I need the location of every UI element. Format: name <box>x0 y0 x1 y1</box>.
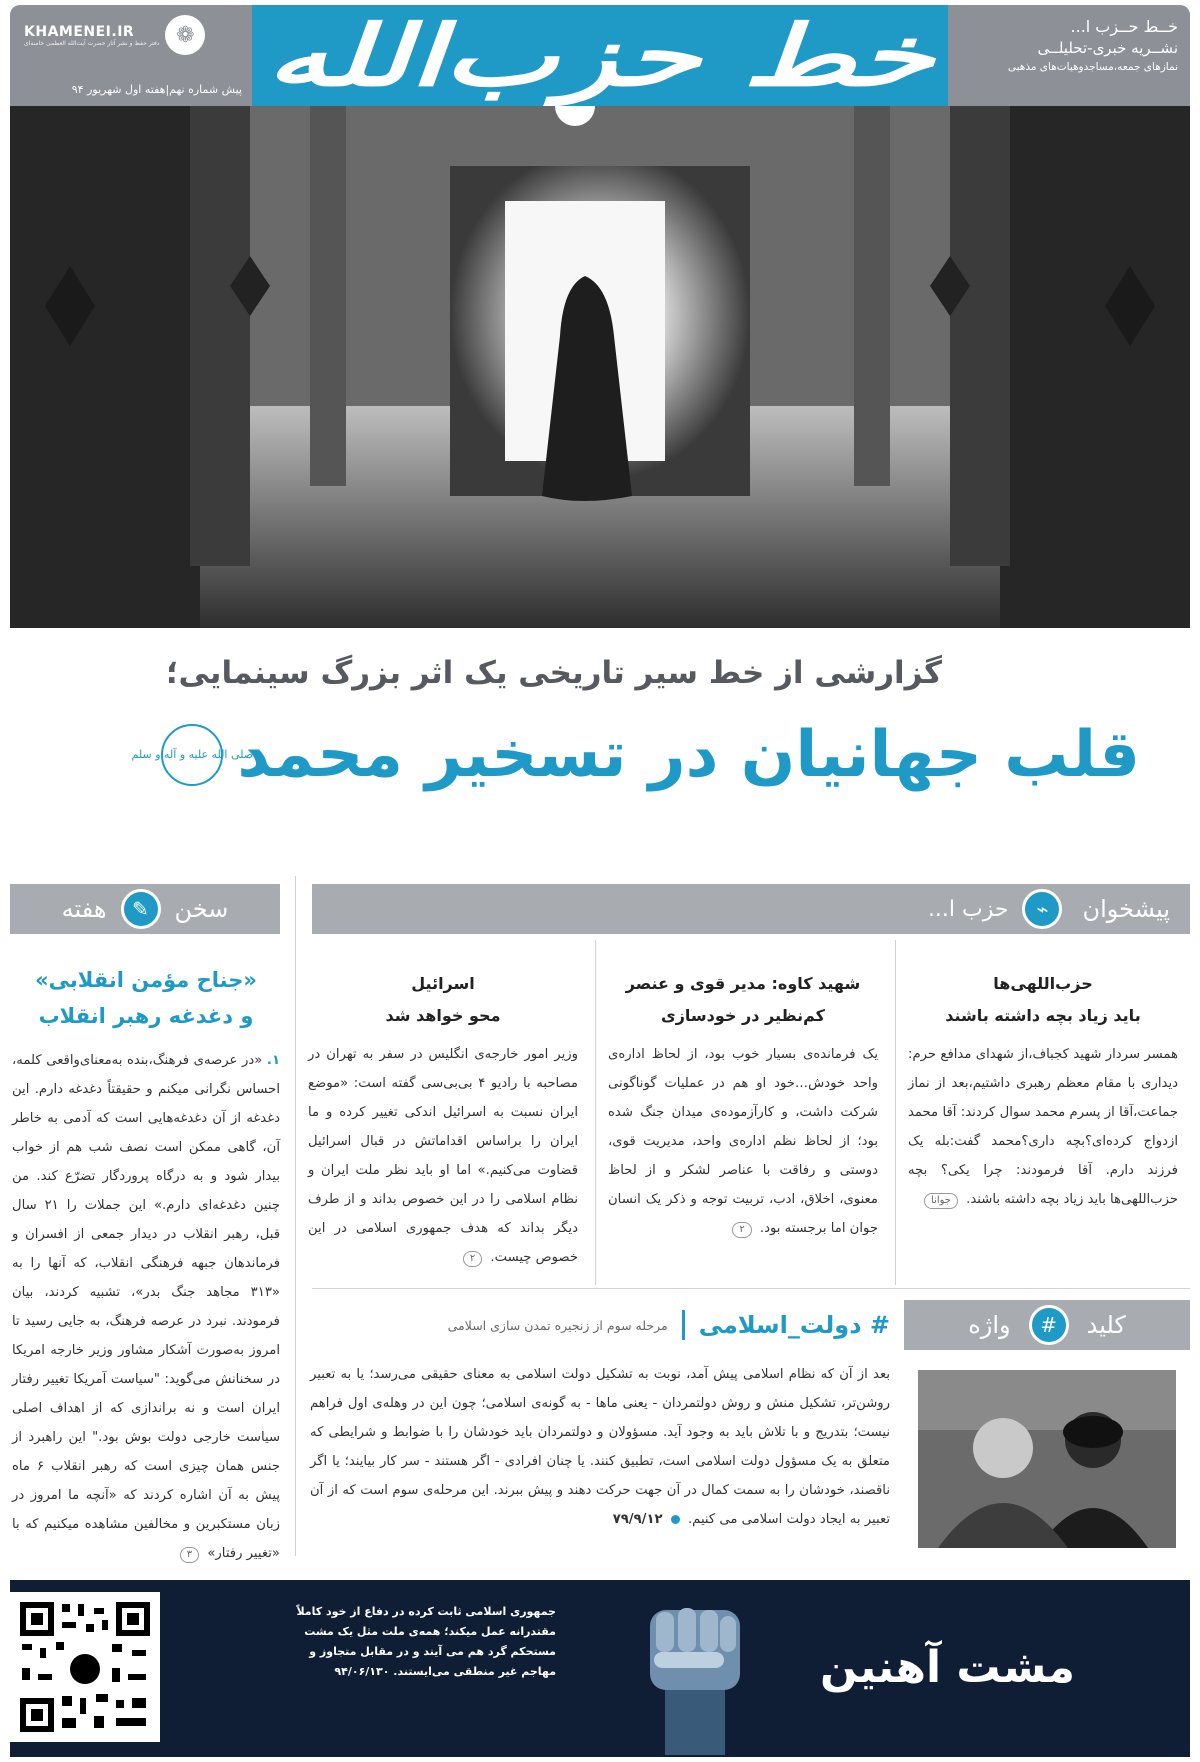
masthead-title-panel <box>252 5 948 106</box>
keyword-subtitle: مرحله سوم از زنجیره تمدن سازی اسلامی <box>447 1317 668 1333</box>
divider <box>595 940 596 1285</box>
site-subtitle: دفتر حفظ و نشر آثار حضرت آیت‌الله العظمی خامنه‌ای <box>24 39 160 47</box>
news-title <box>908 968 1178 1032</box>
hezb-label: حزب ا... <box>927 896 1009 922</box>
site-name: KHAMENEI.IR <box>24 23 135 40</box>
kelid-section-bar <box>904 1300 1190 1350</box>
headline[interactable] <box>131 718 1140 792</box>
divider <box>682 1310 685 1340</box>
rss-icon: ⌁ <box>1022 889 1062 929</box>
fist-icon <box>620 1590 770 1755</box>
news-title-line-2: کم‌نظیر در خودسازی <box>661 1006 825 1025</box>
news-column-1 <box>908 968 1178 1214</box>
source-ref[interactable]: ۳ <box>180 1547 199 1563</box>
issue-info: پیش شماره نهم|هفته اول شهریور ۹۴ <box>71 83 242 96</box>
hashtag-icon: # <box>1029 1305 1069 1345</box>
emblem-icon: ❁ <box>165 15 205 55</box>
archive-photo-illustration <box>918 1370 1176 1548</box>
sokhan-body: «در عرصه‌ی فرهنگ،بنده به‌معنای‌واقعی کلمه، احساس نگرانی میکنم و حقیقتاً دغدغه دارم. این دغدغه از آن دغدغه‌هایی است که آدمی به خاطر آن، گاهی ممکن است نصف شب هم از خواب بیدار شود و به درگاه پروردگار تضرّع کند. من چنین دغدغه‌ای دارم.» این جملات را ۲۱ سال قبل، رهبر انقلاب در دیدار جمعی از افسران و فرماندهان جبهه فرهنگی انقلاب، که آنها را به «۳۱۳ مجاهد جنگ بدر»، تشبیه کردند، بیان فرمودند. نبرد در عرصه فرهنگ، به جایی رسید تا امروز به‌صورت آشکار مشاور وزیر خارجه امریکا در سخنانش می‌گوید: "سیاست آمریکا تغییر رفتار ایران است و نه براندازی که از اهداف اصلی سیاست خارجی دولت بوش بود." این راهبرد از جنس همان چیزی است که رهبر انقلاب ۶ ماه پیش به آن اشاره کردند که «آنچه ما امروز در زبان مستکبرین و مخالفین مشاهده میکنیم که با «تغییر رفتار» <box>12 1053 280 1561</box>
banner-quote-ref: ۹۴/۰۶/۱۳۰ <box>334 1665 390 1678</box>
banner-quote-text: جمهوری اسلامی ثابت کرده در دفاع از خود کاملاً مقتدرانه عمل میکند؛ همه‌ی ملت مثل یک مشت مستحکم گرد هم می آیند و در مقابل متجاوز و مهاجم غیر منطقی می‌ایستند. <box>296 1605 556 1678</box>
news-column-3 <box>308 968 578 1272</box>
sokhan-title-line-1: «جناح مؤمن انقلابی» <box>35 968 257 992</box>
keyword-body <box>310 1360 890 1534</box>
news-title-line-2: محو خواهد شد <box>385 1006 501 1025</box>
keyword-text: بعد از آن که نظام اسلامی پیش آمد، نوبت به تشکیل دولت اسلامی به معنای حقیقی می‌رسد؛ یا به تعبیر روشن‌تر، تشکیل منش و روش دولتمردان - یعنی ماها - به گونه‌ی اسلامی؛ چون این در وهله‌ی اول فراهم نیست؛ بتدریج و با تلاش باید به وجود آید. مسؤولان و دولتمردان باید خودشان را با ضوابط و شرایطی که متعلق به یک مسؤول دولت اسلامی است، تطبیق کنند. یا چنان افرادی - اگر هستند - سر کار بیایند؛ یا اگر ناقصند، خودشان را به سمت کمال در آن جهت حرکت دهند و پیش ببرند. این مرحله‌ی سوم است که از آن تعبیر به ایجاد دولت اسلامی می کنیم. <box>310 1367 890 1527</box>
news-title-line-1: شهید کاوه: مدیر قوی و عنصر <box>625 974 861 993</box>
hero-photo <box>10 106 1190 628</box>
vazhe-label: واژه <box>968 1311 1011 1339</box>
masthead-tagline-3: نمازهای جمعه،مساجدوهیات‌های مذهبی <box>1007 61 1178 73</box>
keyword-date: ۷۹/۹/۱۲ <box>612 1512 663 1527</box>
pishkhan-label: پیشخوان <box>1082 895 1170 923</box>
divider <box>895 940 896 1285</box>
sokhan-label: سخن <box>174 895 229 923</box>
bullet-dot <box>671 1515 680 1524</box>
news-body: همسر سردار شهید کجباف،از شهدای مدافع حرم: دیداری با مقام معظم رهبری داشتیم،بعد از نماز جماعت،آقا از پسرم محمد سوال کردند: آقا محمد ازدواج کرده‌ای؟بچه داری؟محمد گفت:بله یک فرزند دارم. آقا فرمودند: چرا یکی؟ بچه حزب‌اللهی‌ها باید زیاد بچه داشته باشند. <box>908 1047 1178 1207</box>
source-ref[interactable]: ۲ <box>732 1222 751 1238</box>
news-body: یک فرمانده‌ی بسیار خوب بود، از لحاظ اداره‌ی واحد خودش…خود او هم در عملیات گوناگونی شرکت داشت، و کارآزموده‌ی میدان جنگ شده بود؛ از لحاظ نظم اداره‌ی واحد، مدیریت قوی، دوستی و رفاقت با عناصر لشکر و از لحاظ معنوی، اخلاق، ادب، تربیت توجه و ذکر یک انسان جوان اما برجسته بود. <box>608 1047 878 1236</box>
hero-illustration <box>10 106 1190 628</box>
source-ref[interactable]: جوانا <box>924 1193 958 1209</box>
item-number: ۱. <box>266 1053 280 1068</box>
masthead-left-panel <box>10 5 252 106</box>
headline-kicker: گزارشی از خط سیر تاریخی یک اثر بزرگ سینمایی؛ <box>166 655 942 691</box>
news-column-2 <box>608 968 878 1243</box>
bottom-banner[interactable] <box>10 1580 1190 1757</box>
keyword-hashtag[interactable]: # دولت_اسلامی <box>698 1311 890 1339</box>
headline-title: قلب جهانیان در تسخیر محمد <box>237 718 1140 792</box>
banner-quote <box>276 1602 556 1682</box>
news-title-line-1: حزب‌اللهی‌ها <box>993 974 1093 993</box>
news-title-line-1: اسرائیل <box>411 974 475 993</box>
masthead-tagline-2: نشــریه خبری-تحلیلــی <box>1037 39 1178 57</box>
masthead-right-panel <box>948 5 1190 106</box>
source-ref[interactable]: ۲ <box>463 1251 482 1267</box>
hafte-label: هفته <box>61 895 107 923</box>
honorific-seal: صلی الله علیه و آله و سلم <box>161 724 223 786</box>
masthead-title: خط حزب‌الله <box>266 6 934 105</box>
news-title <box>308 968 578 1032</box>
divider <box>312 1288 1190 1289</box>
news-title-line-2: باید زیاد بچه داشته باشند <box>945 1006 1141 1025</box>
keyword-header <box>310 1300 890 1350</box>
kelid-label: کلید <box>1086 1311 1126 1339</box>
divider <box>295 876 296 1556</box>
sokhan-column <box>12 962 280 1568</box>
khamenei-logo[interactable] <box>24 15 205 55</box>
sokhan-title <box>12 962 280 1034</box>
masthead-tagline-1: خــط حــزب ا... <box>1070 17 1178 36</box>
pishkhan-section-bar <box>312 884 1190 934</box>
news-body: وزیر امور خارجه‌ی انگلیس در سفر به تهران در مصاحبه با رادیو ۴ بی‌بی‌سی گفته است: «موضع ایران نسبت به اسرائیل اندکی تغییر کرده و ما ایران را براساس اقداماتش در قبال اسرائیل قضاوت می‌کنیم.» اما او باید نظر ملت ایران و نظام اسلامی را در این خصوص بداند و از طرف دیگر بداند که هدف جمهوری اسلامی در این خصوص چیست. <box>308 1047 578 1265</box>
sokhan-section-bar <box>10 884 280 934</box>
sokhan-title-line-2: و دغدغه رهبر انقلاب <box>38 1004 254 1028</box>
news-title <box>608 968 878 1032</box>
qr-pattern <box>16 1598 154 1736</box>
pen-icon: ✎ <box>121 889 161 929</box>
qr-code-icon[interactable] <box>10 1592 160 1742</box>
archive-photo <box>918 1370 1176 1548</box>
banner-title: مشت آهنین <box>820 1642 1076 1693</box>
